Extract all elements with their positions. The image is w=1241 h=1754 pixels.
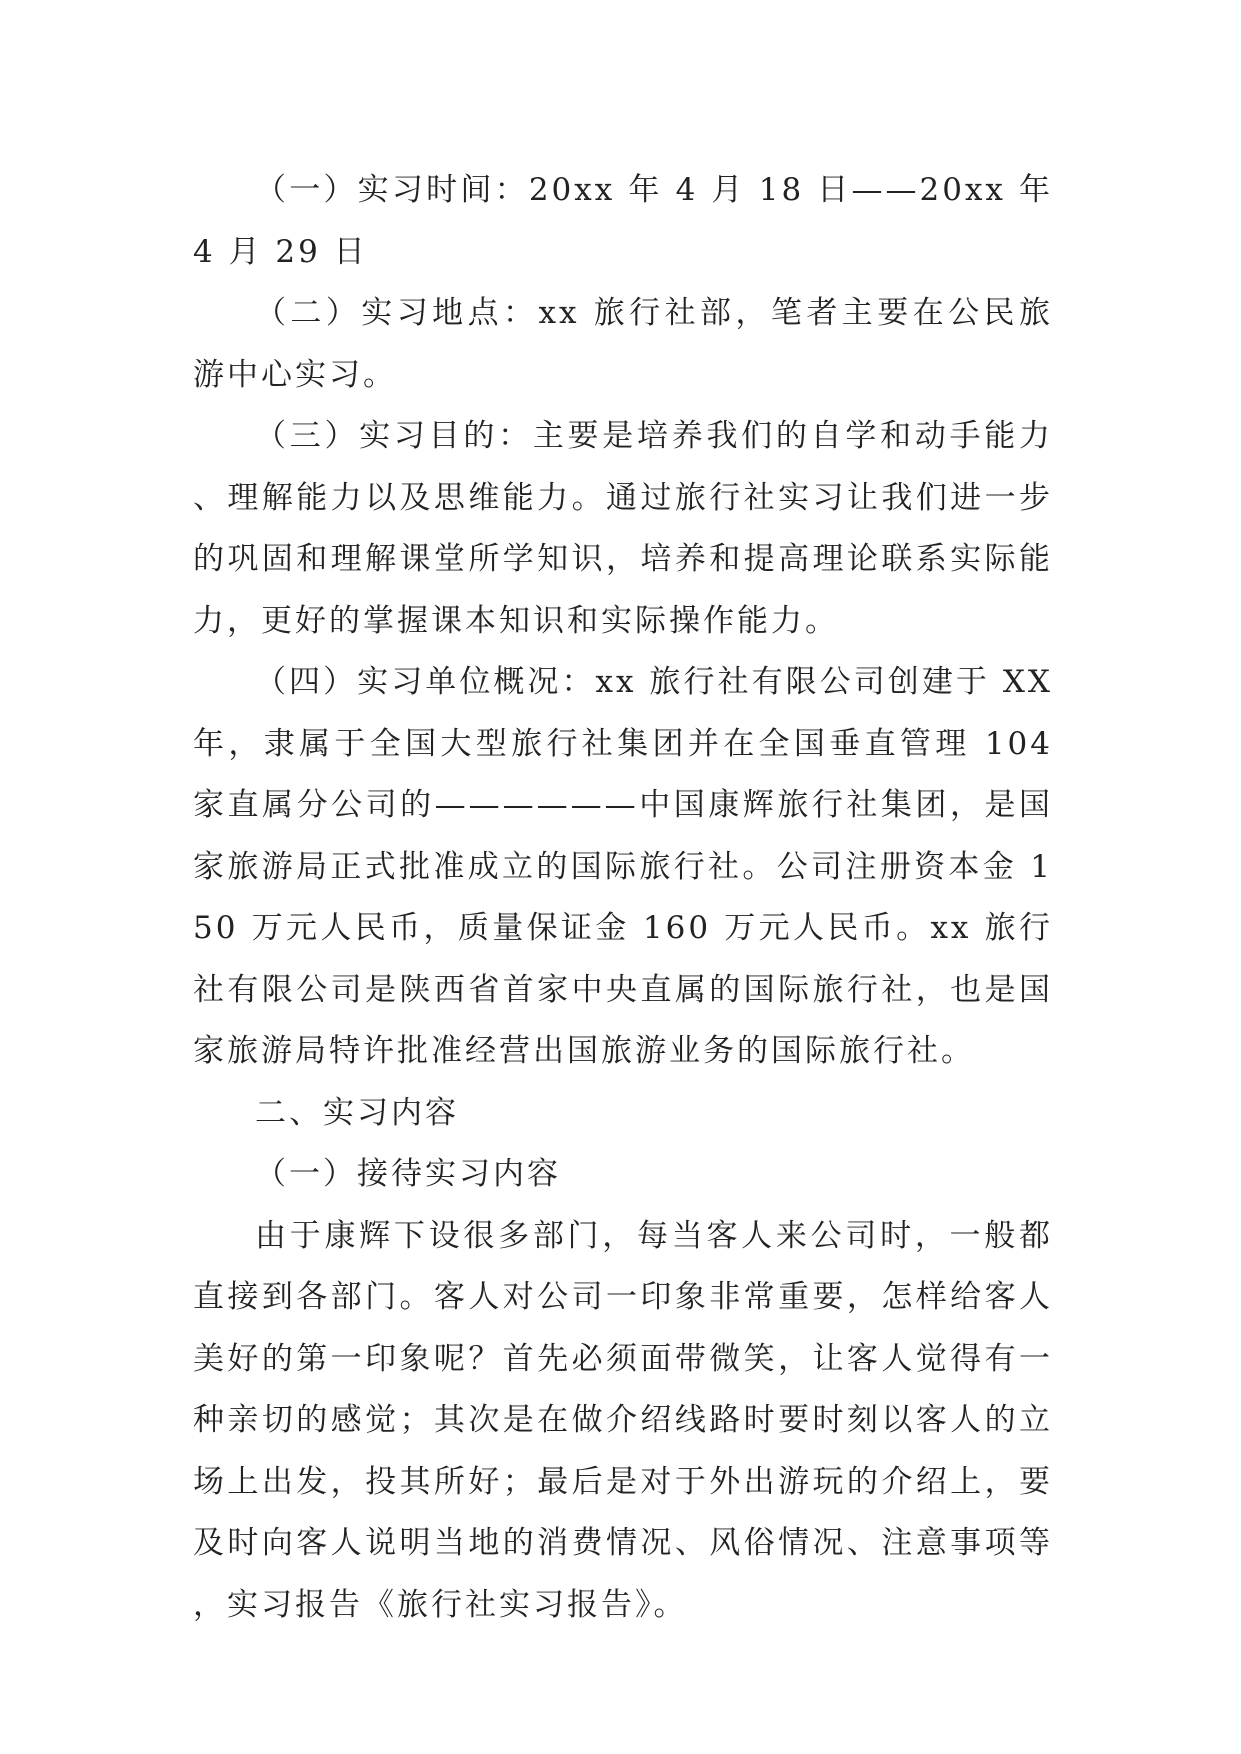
paragraph-internship-time: （一）实习时间：20xx 年 4 月 18 日——20xx 年 4 月 29 日 [193, 172, 1053, 270]
subsection-heading-reception: （一）接待实习内容 [255, 1156, 561, 1192]
paragraph-company-overview: （四）实习单位概况：xx 旅行社有限公司创建于 XX 年，隶属于全国大型旅行社集团并在全国垂直管理 104 家直属分公司的——————中国康辉旅行社集团，是国家旅游局正式批准成立的国际旅行社。公司注册资本金 150 万元人民币，质量保证金 160 万元人民币。xx 旅行社有限公司是陕西省首家中央直属的国际旅行社，也是国家旅游局特许批准经营出国旅游业务的国际旅行社。 [193, 664, 1053, 1069]
document-body [193, 160, 1053, 1636]
paragraph-internship-purpose: （三）实习目的：主要是培养我们的自学和动手能力、理解能力以及思维能力。通过旅行社实习让我们进一步的巩固和理解课堂所学知识，培养和提高理论联系实际能力，更好的掌握课本知识和实际操作能力。 [193, 418, 1053, 639]
paragraph-internship-location: （二）实习地点：xx 旅行社部，笔者主要在公民旅游中心实习。 [193, 295, 1053, 393]
section-heading-internship-content: 二、实习内容 [255, 1094, 459, 1131]
paragraph-reception-details: 由于康辉下设很多部门，每当客人来公司时，一般都直接到各部门。客人对公司一印象非常重要，怎样给客人美好的第一印象呢？首先必须面带微笑，让客人觉得有一种亲切的感觉；其次是在做介绍线路时要时刻以客人的立场上出发，投其所好；最后是对于外出游玩的介绍上，要及时向客人说明当地的消费情况、风俗情况、注意事项等，实习报告《旅行社实习报告》。 [193, 1217, 1053, 1623]
